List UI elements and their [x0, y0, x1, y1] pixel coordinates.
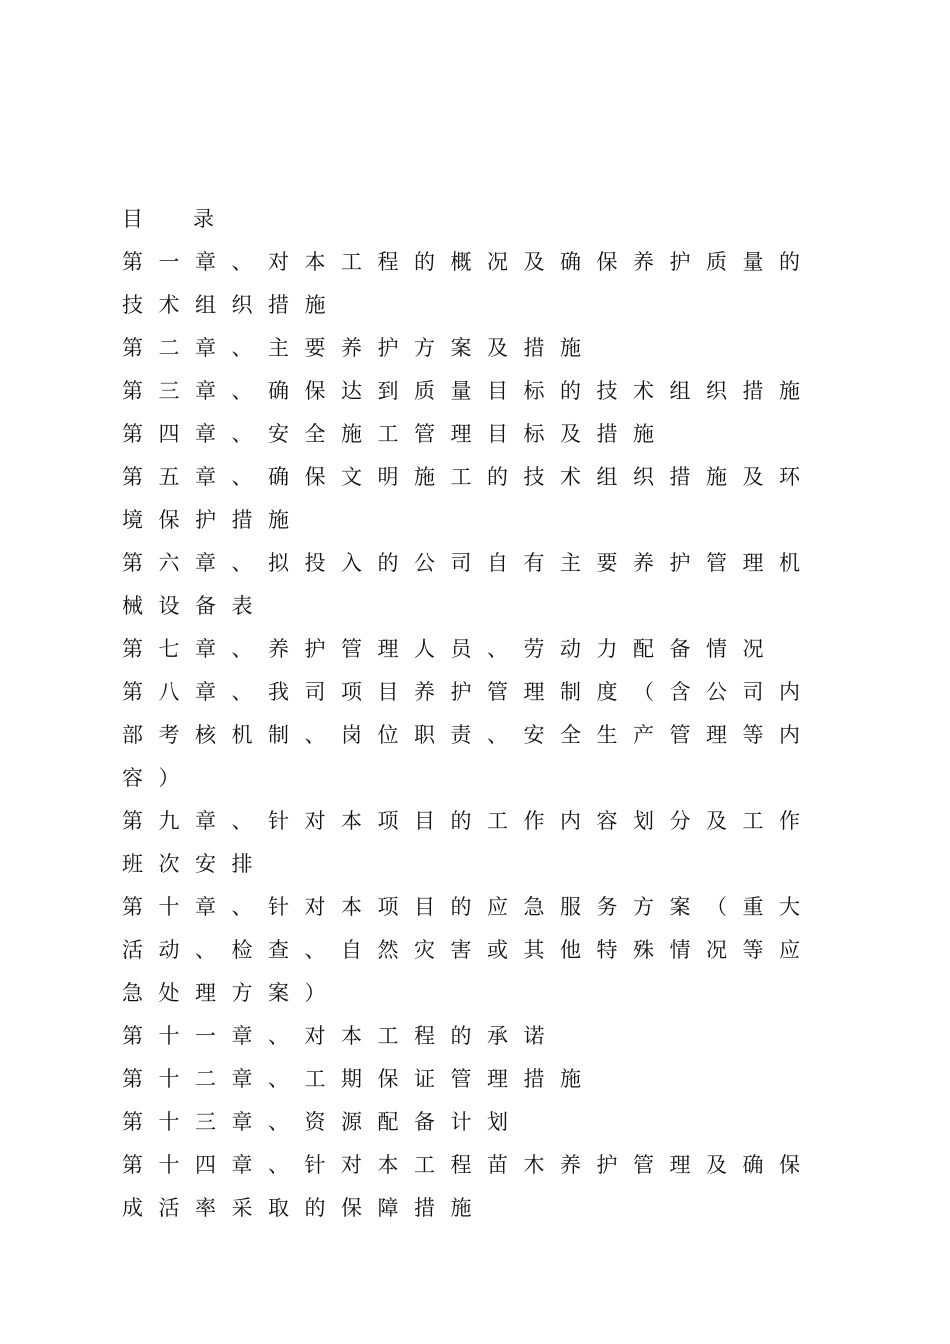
- toc-entry-chapter-14: 第十四章、针对本工程苗木养护管理及确保成活率采取的保障措施: [122, 1153, 816, 1220]
- toc-entry-chapter-13: 第十三章、资源配备计划: [122, 1110, 524, 1134]
- toc-entry-chapter-7: 第七章、养护管理人员、劳动力配备情况: [122, 637, 779, 661]
- toc-entry-chapter-10: 第十章、针对本项目的应急服务方案（重大活动、检查、自然灾害或其他特殊情况等应急处理方案）: [122, 895, 816, 1005]
- toc-entry-chapter-5: 第五章、确保文明施工的技术组织措施及环境保护措施: [122, 465, 816, 532]
- toc-entry-chapter-12: 第十二章、工期保证管理措施: [122, 1067, 597, 1091]
- toc-entry-chapter-11: 第十一章、对本工程的承诺: [122, 1024, 560, 1048]
- table-of-contents: [122, 198, 822, 1230]
- toc-entry-chapter-9: 第九章、针对本项目的工作内容划分及工作班次安排: [122, 809, 816, 876]
- toc-entry-chapter-3: 第三章、确保达到质量目标的技术组织措施: [122, 379, 816, 403]
- toc-entry-chapter-6: 第六章、拟投入的公司自有主要养护管理机械设备表: [122, 551, 816, 618]
- toc-entry-chapter-2: 第二章、主要养护方案及措施: [122, 336, 597, 360]
- toc-entry-chapter-1: 第一章、对本工程的概况及确保养护质量的技术组织措施: [122, 250, 816, 317]
- toc-entry-chapter-8: 第八章、我司项目养护管理制度（含公司内部考核机制、岗位职责、安全生产管理等内容）: [122, 680, 816, 790]
- toc-title: 目录: [122, 207, 264, 231]
- toc-entry-chapter-4: 第四章、安全施工管理目标及措施: [122, 422, 670, 446]
